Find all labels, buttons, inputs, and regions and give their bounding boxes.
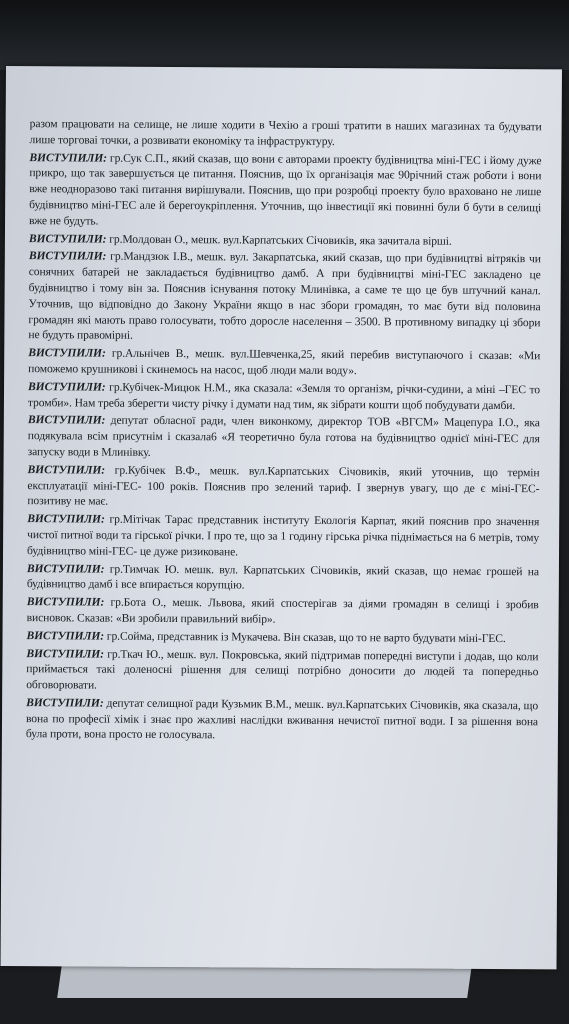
paragraph-body: гр.Ткач Ю., мешк. вул. Покровська, який підтримав попередні виступи і додав, що коли приймається такі доленосні рішення для селищі потрібно доносити до людей та попередньо обговорювати. [26,647,539,692]
paragraph-5 [28,379,540,414]
paragraph-body: гр.Альнічев В., мешк. вул.Шевченка,25, який перебив виступаючого і сказав: «Ми поможемо крушниковi і скинемось на насос, щоб люди мали воду». [28,346,541,378]
document-text [26,116,542,747]
paragraph-body: гр.Сойма, представник із Мукачева. Він сказав, що то не варто будувати міні-ГЕС. [103,629,506,645]
paragraph-2 [29,231,541,250]
paragraph-0 [30,116,542,151]
paragraph-body: депутат обласної ради, член виконкому, директор ТОВ «ВГСМ» Мацепура І.О., яка подякувала всім присутнім і сказала6 «Я теоретично була готова на будівництво однієї міні-ГЕС для запуску води в Млинівку. [27,413,540,459]
paragraph-label: ВИСТУПИЛИ: [27,462,106,477]
paragraph-body: гр.Сук С.П., який сказав, що вони є авторами проекту будівництва міні-ГЕС і йому дуже прикро, що так завершується це питання. Пояснив, що їх організація має 90річний стаж роботи і вони вже неодноразово такі питання вирішували. Пояснив, що при розробці проекту було враховано не лише будівництво міні-ГЕС але й берегоукріплення. Уточнив, що інвестиції які повинні були б бути в селищі вже не будуть. [29,151,542,228]
paragraph-label: ВИСТУПИЛИ: [28,249,107,263]
paragraph-body: гр.Кубічек В.Ф., мешк. вул.Карпатських Січовиків, який уточнив, що термін експлуатації міні-ГЕС- 100 років. Пояснив про зелений тариф. І звернув увагу, що де є міні-ГЕС- позитиву не має. [27,463,540,508]
paragraph-body: депутат селищної ради Кузьмик В.М., мешк. вул.Карпатських Січовиків, яка сказала, що вона по професії хімік і знає про жахливі наслідки вживання нечистої питної води. І за рішення вона була проти, вона просто не голосувала. [25,696,539,742]
paragraph-label: ВИСТУПИЛИ: [26,696,104,710]
paragraph-label: ВИСТУПИЛИ: [29,150,107,165]
paragraph-13 [26,695,538,746]
paragraph-9 [27,561,539,596]
paragraph-body: гр.Молдован О., мешк. вул.Карпатських Січовиків, яка зачитала вірші. [106,232,452,248]
paragraph-8 [27,511,539,562]
paragraph-label: ВИСТУПИЛИ: [27,512,105,526]
paragraph-label: ВИСТУПИЛИ: [26,595,105,609]
paragraph-4 [28,345,540,380]
paragraph-label: ВИСТУПИЛИ: [28,379,106,394]
paragraph-body: разом працювати на селище, не лише ходити в Чехію а гроші тратити в наших магазинах та будувати лише торговаі точки, а розвивати економіку та інфраструктуру. [29,117,542,148]
document-page [1,66,562,969]
paragraph-label: ВИСТУПИЛИ: [27,413,106,427]
paragraph-body: гр.Мандзюк І.В., мешк. вул. Закарпатська, який сказав, що при будівництві вітряків чи сонячних батарей не закладається будівництво дамб. А при будівництві міні-ГЕС закладено це будівництво і тому він за. Пояснив існування потоку Млинівка, а саме те що це був штучний канал. Уточнив, що відповідно до Закону України якщо в нас збори громадян, то має бути від половина громадян які мають право голосувати, тобто доросле населення – 3500. В противному випадку ці збори не будуть правомірні. [28,249,541,343]
paragraph-label: ВИСТУПИЛИ: [26,561,105,576]
paragraph-1 [29,150,541,232]
paragraph-11 [26,628,538,647]
paragraph-label: ВИСТУПИЛИ: [26,628,105,643]
background-top [0,0,569,70]
paragraph-label: ВИСТУПИЛИ: [28,346,106,360]
paragraph-label: ВИСТУПИЛИ: [28,231,107,246]
paragraph-6 [28,412,540,463]
paragraph-7 [27,462,539,513]
paragraph-body: гр.Кубічек-Мицюк Н.М., яка сказала: «Земля то організм, річки-судини, а міні –ГЕС то тромби». Нам треба зберегти чисту річку і думати над тим, як зібрати кошти щоб побудувати дамби. [27,380,541,412]
paragraph-body: гр.Бота О., мешк. Львова, який спостерігав за діями громадян в селищі і зробив висновок. Сказав: «Ви зробили правильний вибір». [26,595,539,626]
paragraph-12 [26,646,538,697]
paragraph-3 [28,249,541,347]
paragraph-10 [27,594,539,629]
paragraph-body: гр.Тимчак Ю. мешк. вул. Карпатських Січовиків, який сказав, що немає грошей на будівництво дамб і все впирається корупцію. [26,562,539,592]
paragraph-label: ВИСТУПИЛИ: [26,646,104,661]
paragraph-body: гр.Мітічак Тарас представник інституту Екологія Карпат, який пояснив про значення чистої питної води та гірської річки. І про те, що за 1 годину гірська річка піднімається на 6 метрів, тому будівництво міні-ГЕС- це дуже ризиковане. [27,512,540,559]
